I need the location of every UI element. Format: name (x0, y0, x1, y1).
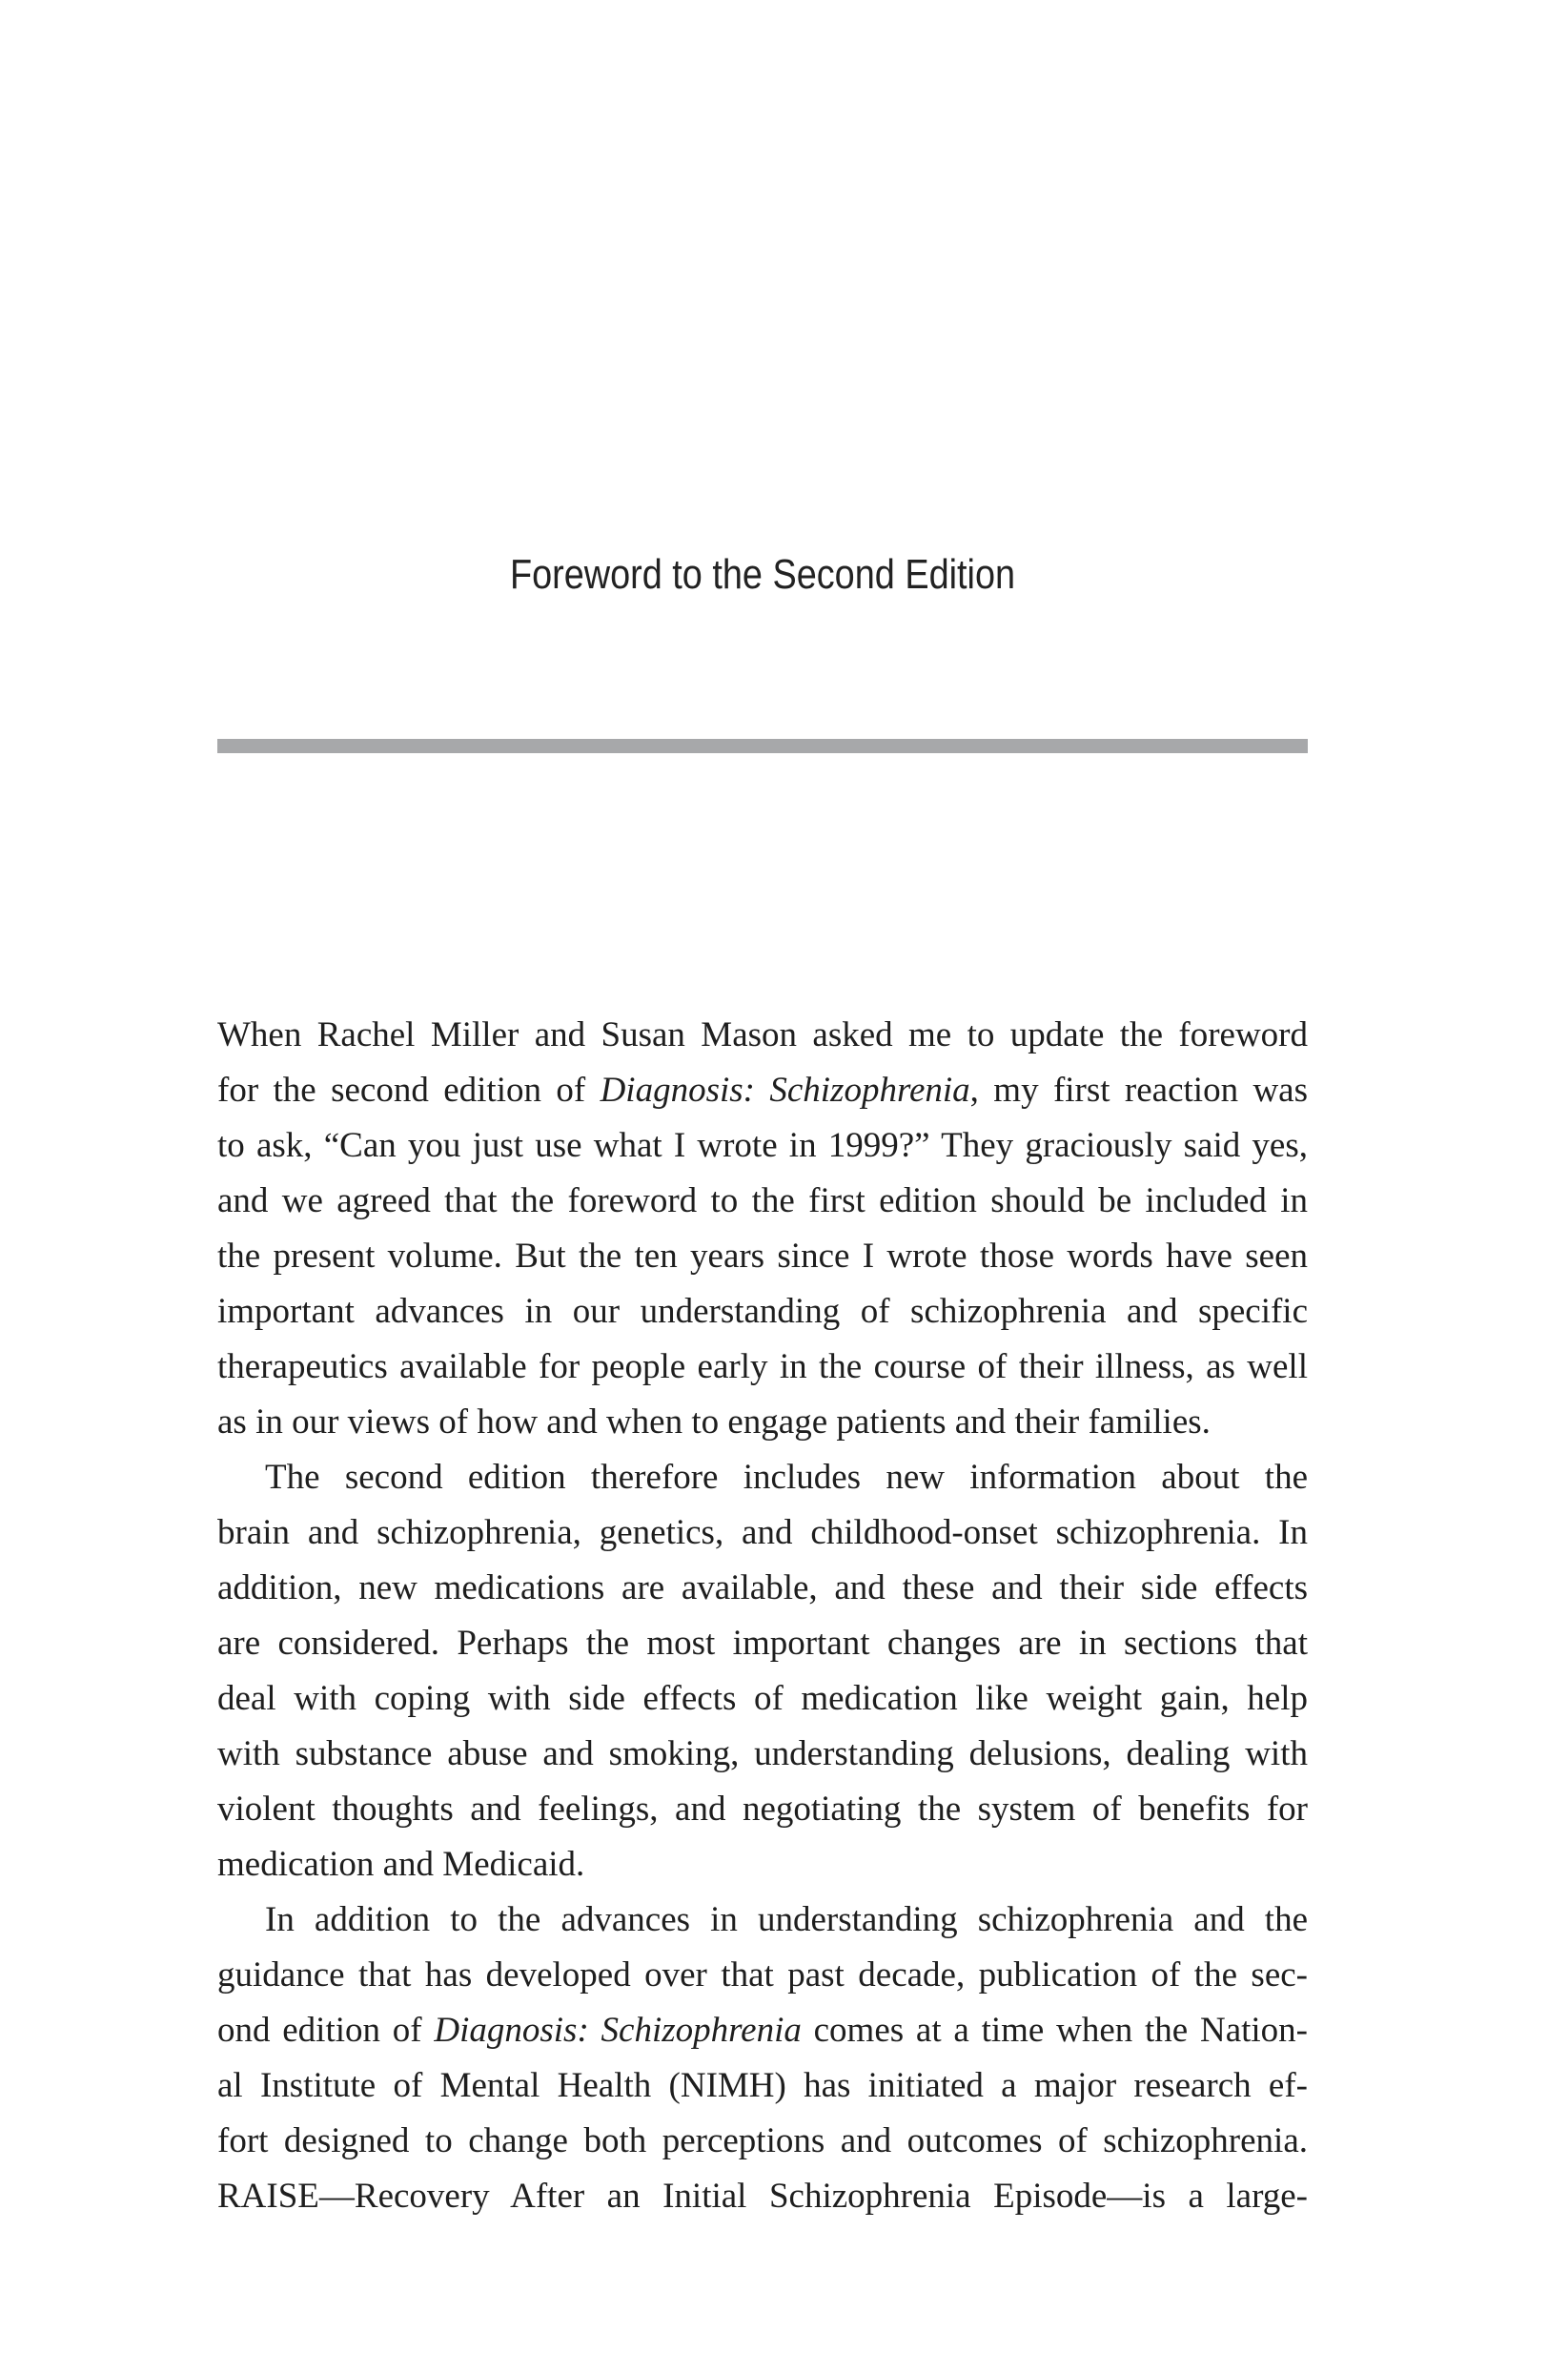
book-title-italic: Diagnosis: Schizophrenia (434, 2011, 802, 2050)
paragraph-line: deal with coping with side effects of medication like weight gain, help (217, 1679, 1308, 1718)
paragraph-line: are considered. Perhaps the most important changes are in sections that (217, 1624, 1308, 1663)
chapter-title: Foreword to the Second Edition (509, 551, 1016, 598)
paragraph-line: as in our views of how and when to engage patients and their families. (217, 1402, 1211, 1442)
paragraph-line: medication and Medicaid. (217, 1845, 585, 1884)
paragraph-line: with substance abuse and smoking, understanding delusions, dealing with (217, 1734, 1308, 1773)
paragraph-line: When Rachel Miller and Susan Mason asked me to update the foreword (217, 1015, 1308, 1054)
paragraph-line: brain and schizophrenia, genetics, and childhood-onset schizophrenia. In (217, 1513, 1308, 1552)
paragraph-line: and we agreed that the foreword to the first edition should be included in (217, 1181, 1308, 1220)
paragraph-line: fort designed to change both perceptions and outcomes of schizophrenia. (217, 2121, 1308, 2160)
paragraph-line: for the second edition of Diagnosis: Schizophrenia, my first reaction was (217, 1071, 1308, 1110)
paragraph-line: The second edition therefore includes new information about the (265, 1458, 1308, 1497)
paragraph-line: addition, new medications are available, and these and their side effects (217, 1568, 1308, 1607)
book-title-italic: Diagnosis: Schizophrenia (600, 1071, 970, 1110)
paragraph-line: the present volume. But the ten years since I wrote those words have seen (217, 1237, 1308, 1276)
paragraph-line: ond edition of Diagnosis: Schizophrenia comes at a time when the Nation- (217, 2011, 1308, 2050)
paragraph-line: guidance that has developed over that past decade, publication of the sec- (217, 1955, 1308, 1995)
paragraph-line: important advances in our understanding of schizophrenia and specific (217, 1292, 1308, 1331)
paragraph-line: al Institute of Mental Health (NIMH) has initiated a major research ef- (217, 2066, 1308, 2105)
paragraph-line: In addition to the advances in understanding schizophrenia and the (265, 1900, 1308, 1939)
body-text (217, 1008, 1308, 2224)
paragraph-line: therapeutics available for people early in the course of their illness, as well (217, 1347, 1308, 1386)
paragraph-line: violent thoughts and feelings, and negotiating the system of benefits for (217, 1790, 1308, 1829)
title-rule (217, 739, 1308, 753)
paragraph-line: RAISE—Recovery After an Initial Schizophrenia Episode—is a large- (217, 2177, 1308, 2216)
paragraph-line: to ask, “Can you just use what I wrote in 1999?” They graciously said yes, (217, 1126, 1308, 1165)
